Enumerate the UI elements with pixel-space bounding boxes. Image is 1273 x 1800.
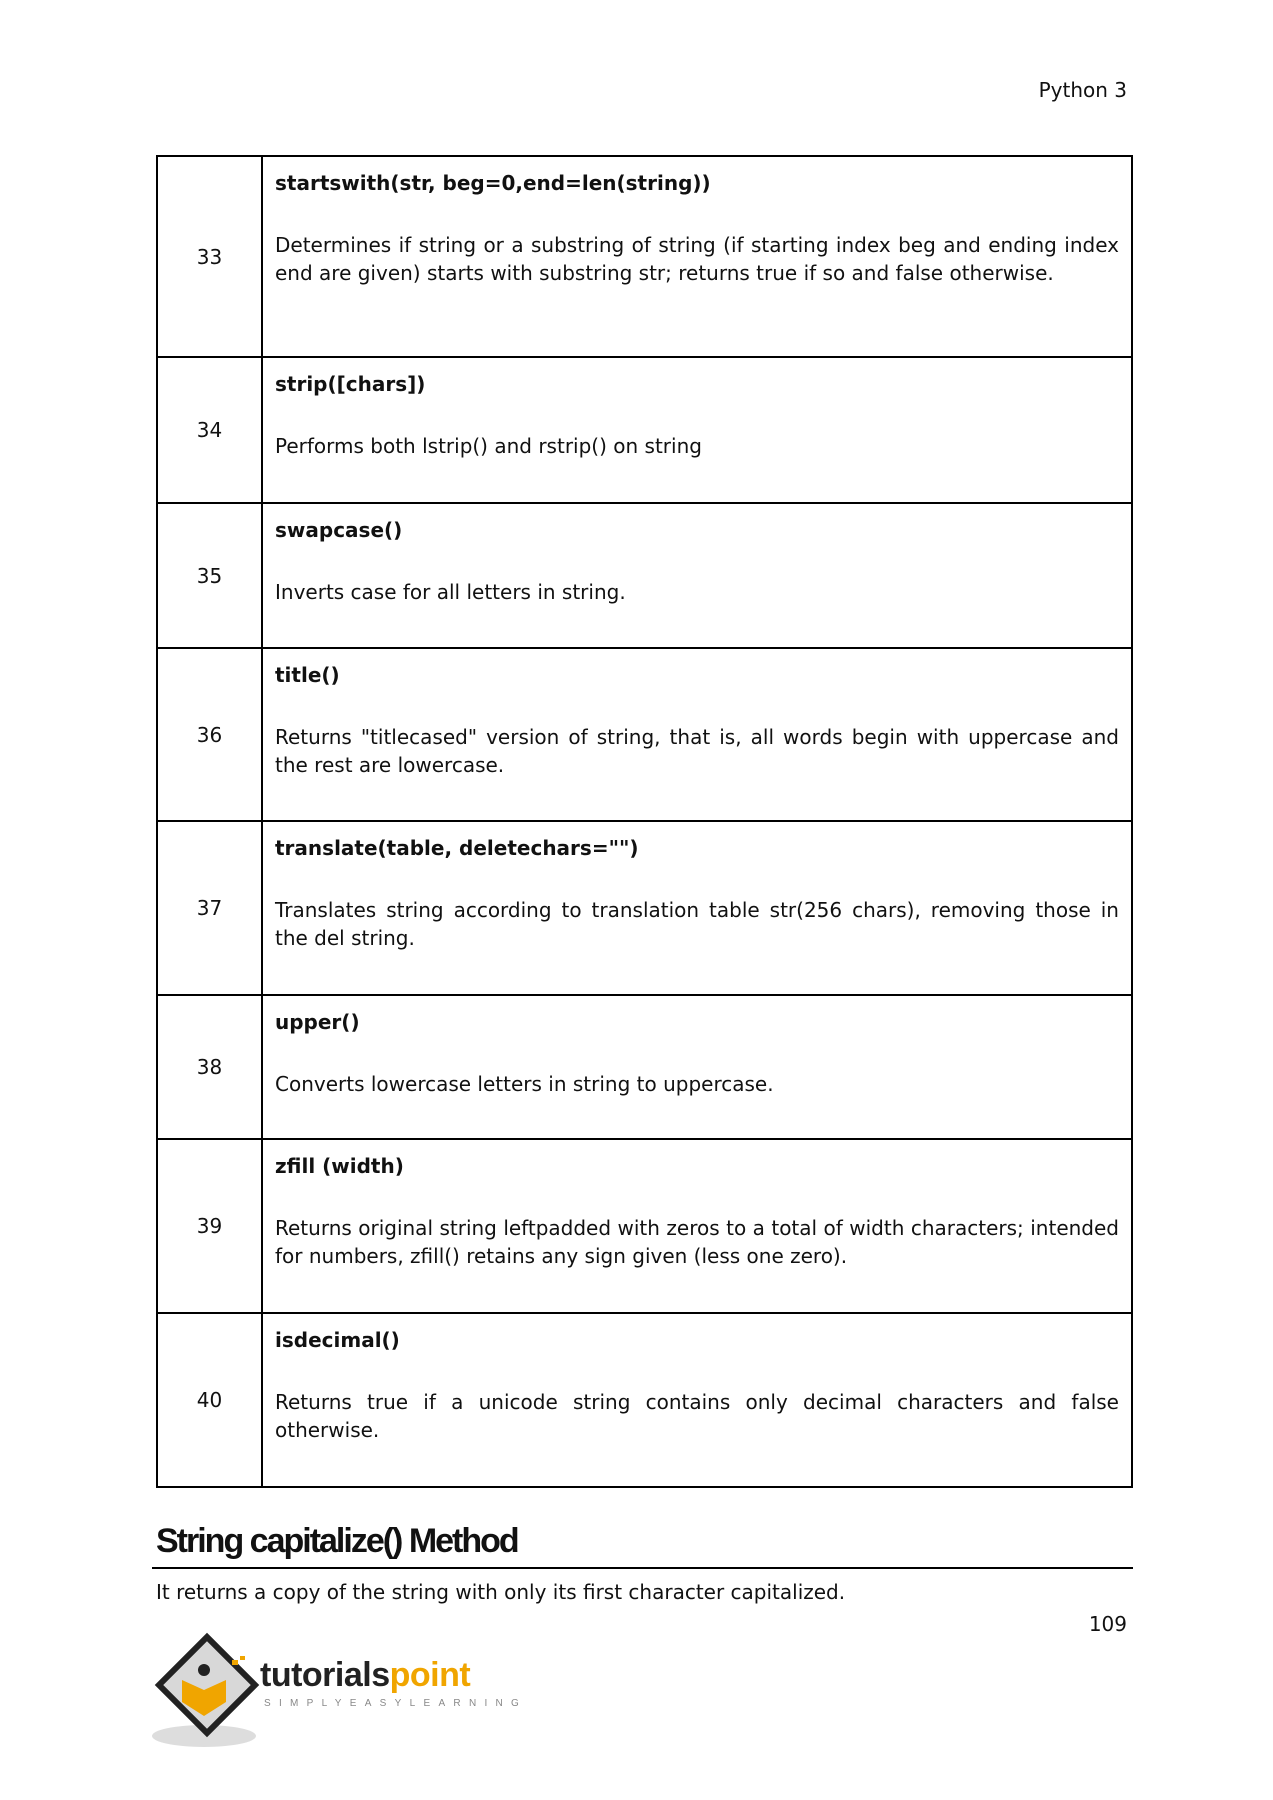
method-description: Inverts case for all letters in string. [275,580,626,604]
table-row [157,156,1132,357]
method-description: Translates string according to translation table str(256 chars), removing those in the del string. [275,898,1119,950]
table-row [157,995,1132,1139]
row-number: 35 [157,503,262,648]
row-description-cell [262,503,1132,648]
table-row [157,503,1132,648]
method-name: zfill (width) [275,1154,404,1178]
row-description-cell [262,357,1132,503]
row-number: 36 [157,648,262,821]
method-name: startswith(str, beg=0,end=len(string)) [275,171,711,195]
logo-word-point: point [389,1656,471,1694]
tutorialspoint-logo [152,1632,528,1750]
table-row [157,1313,1132,1487]
logo-tagline: SIMPLYEASYLEARNING [264,1698,528,1709]
row-number: 40 [157,1313,262,1487]
row-description-cell [262,821,1132,995]
method-name: isdecimal() [275,1328,400,1352]
method-name: translate(table, deletechars="") [275,836,639,860]
method-description: Converts lowercase letters in string to uppercase. [275,1072,774,1096]
method-name: swapcase() [275,518,403,542]
row-description-cell [262,995,1132,1139]
row-number: 37 [157,821,262,995]
method-description: Returns true if a unicode string contains only decimal characters and false otherwise. [275,1390,1119,1442]
row-description-cell [262,156,1132,357]
logo-word-tutorials: tutorials [260,1656,390,1694]
row-description-cell [262,648,1132,821]
method-name: title() [275,663,340,687]
section-paragraph: It returns a copy of the string with only its first character capitalized. [156,1580,846,1604]
heading-rule [152,1567,1133,1569]
running-header: Python 3 [1038,78,1127,102]
method-name: upper() [275,1010,360,1034]
table-row [157,1139,1132,1313]
methods-table [156,155,1133,1488]
logo-diamond-icon [152,1632,262,1750]
row-number: 33 [157,156,262,357]
method-description: Returns "titlecased" version of string, that is, all words begin with uppercase and the rest are lowercase. [275,725,1119,777]
row-description-cell [262,1313,1132,1487]
row-number: 38 [157,995,262,1139]
method-description: Returns original string leftpadded with zeros to a total of width characters; intended for numbers, zfill() retains any sign given (less one zero). [275,1216,1119,1268]
row-number: 34 [157,357,262,503]
table-row [157,648,1132,821]
method-description: Performs both lstrip() and rstrip() on string [275,434,702,458]
table-row [157,821,1132,995]
section-heading: String capitalize() Method [156,1522,518,1560]
page-number: 109 [1088,1612,1127,1636]
row-number: 39 [157,1139,262,1313]
method-name: strip([chars]) [275,372,426,396]
row-description-cell [262,1139,1132,1313]
method-description: Determines if string or a substring of string (if starting index beg and ending index end are given) starts with substring str; returns true if so and false otherwise. [275,233,1119,285]
table-row [157,357,1132,503]
